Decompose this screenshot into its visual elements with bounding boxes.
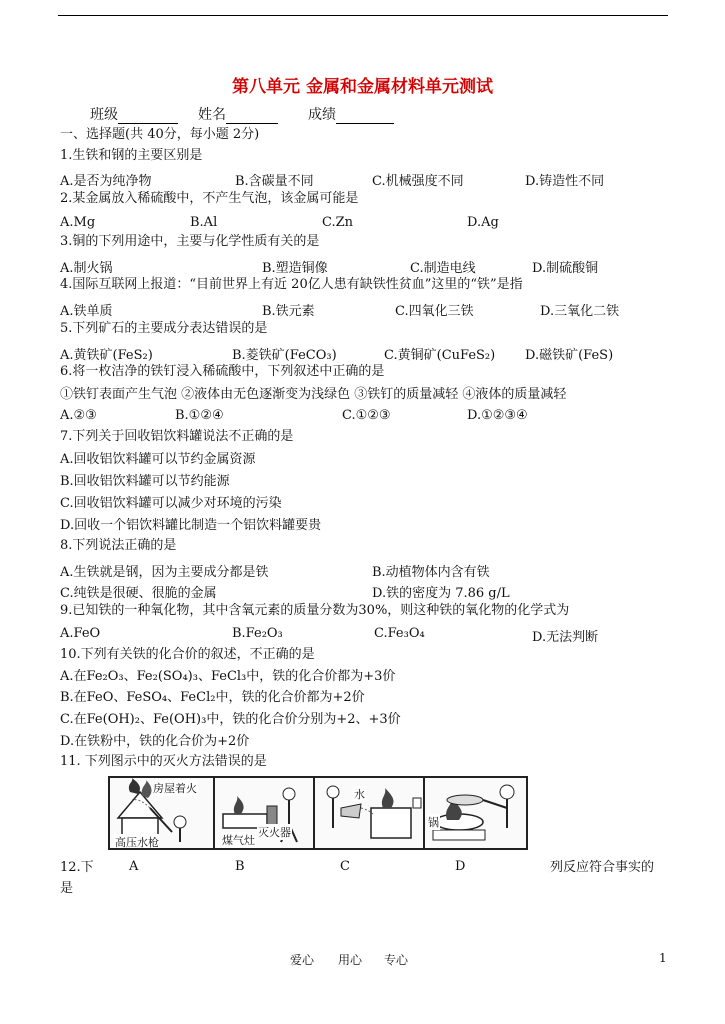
q10-option-b: B.在FeO、FeSO₄、FeCl₂中，铁的化合价都为+2价 [60,690,365,705]
figure-panel-a [110,778,215,848]
figure-label-house-fire: 房屋着火 [153,782,197,795]
q5-option-b: B.菱铁矿(FeCO₃) [232,348,337,363]
page-title: 第八单元 金属和金属材料单元测试 [232,77,493,97]
q9-option-a: A.FeO [60,626,101,641]
q6-option-d: D.①②③④ [467,408,528,423]
tv-fire-water-illustration [315,778,425,848]
q9-stem: 9.已知铁的一种氧化物，其中含氧元素的质量分数为30%，则这种铁的氧化物的化学式为 [60,603,570,618]
q3-option-a: A.制火锅 [60,261,113,276]
q9-option-b: B.Fe₂O₃ [232,626,283,641]
figure-panel-b [215,778,315,848]
q3-option-c: C.制造电线 [410,261,476,276]
q7-option-c: C.回收铝饮料罐可以减少对环境的污染 [60,496,282,511]
q11-option-c: C [340,859,350,874]
class-label: 班级 [90,107,118,123]
q2-option-c: C.Zn [322,215,354,230]
q3-option-d: D.制硫酸铜 [532,261,599,276]
q5-option-c: C.黄铜矿(CuFeS₂) [384,348,496,363]
q3-stem: 3.铜的下列用途中，主要与化学性质有关的是 [60,234,320,249]
q9-option-c: C.Fe₃O₄ [374,626,425,641]
footer-use-heart: 用心 [338,953,363,967]
q7-option-d: D.回收一个铝饮料罐比制造一个铝饮料罐要贵 [60,518,322,533]
q1-stem: 1.生铁和钢的主要区别是 [60,148,203,163]
fire-extinguishing-figure [108,776,528,850]
q11-option-a: A [129,859,139,874]
q7-option-b: B.回收铝饮料罐可以节约能源 [60,474,230,489]
q1-option-d: D.铸造性不同 [525,174,605,189]
q10-option-c: C.在Fe(OH)₂、Fe(OH)₃中，铁的化合价分别为+2、+3价 [60,712,401,727]
q1-option-a: A.是否为纯净物 [60,174,152,189]
q8-option-a: A.生铁就是钢，因为主要成分都是铁 [60,565,269,580]
q5-option-d: D.磁铁矿(FeS) [525,348,614,363]
q10-option-d: D.在铁粉中，铁的化合价为+2价 [60,734,250,749]
figure-label-pot: 锅 [428,816,439,829]
q1-option-b: B.含碳量不同 [235,174,314,189]
figure-label-water: 水 [354,788,365,801]
name-field [198,104,278,124]
q3-option-b: B.塑造铜像 [262,261,328,276]
q2-option-b: B.Al [190,215,218,230]
name-blank [226,109,278,124]
q4-option-d: D.三氧化二铁 [540,304,620,319]
q6-statements: ①铁钉表面产生气泡 ②液体由无色逐渐变为浅绿色 ③铁钉的质量减轻 ④液体的质量减轻 [60,387,567,402]
figure-label-water-cannon: 高压水枪 [115,836,159,848]
q10-option-a: A.在Fe₂O₃、Fe₂(SO₄)₃、FeCl₃中，铁的化合价都为+3价 [60,669,396,684]
q8-option-c: C.纯铁是很硬、很脆的金属 [60,586,217,601]
page-number: 1 [659,951,667,965]
q6-option-a: A.②③ [60,408,97,423]
q5-stem: 5.下列矿石的主要成分表达错误的是 [60,321,268,336]
q2-option-d: D.Ag [467,215,499,230]
q8-option-d: D.铁的密度为 7.86 g/L [372,586,510,601]
score-label: 成绩 [308,107,336,123]
q4-option-c: C.四氧化三铁 [395,304,474,319]
q9-option-d: D.无法判断 [532,630,599,645]
name-label: 姓名 [198,107,226,123]
q11-option-b: B [235,859,245,874]
header-rule [58,15,668,16]
section-heading-text: 一、选择题(共 40分，每小题 2分) [60,127,260,142]
q7-option-a: A.回收铝饮料罐可以节约金属资源 [60,452,256,467]
q12-stem-tail: 列反应符合事实的 [550,860,655,875]
q4-option-a: A.铁单质 [60,304,113,319]
score-blank [336,109,394,124]
figure-label-gas-stove: 煤气灶 [222,834,255,847]
q6-option-c: C.①②③ [342,408,391,423]
q4-option-b: B.铁元素 [262,304,315,319]
section-heading [60,124,259,146]
footer-love: 爱心 [290,953,315,967]
q12-stem-line2: 是 [60,881,74,896]
q12-stem-prefix: 12.下 [60,860,94,875]
q11-stem: 11. 下列图示中的灭火方法错误的是 [60,754,267,769]
q2-stem: 2.某金属放入稀硫酸中，不产生气泡，该金属可能是 [60,191,359,206]
class-blank [118,109,178,124]
q7-stem: 7.下列关于回收铝饮料罐说法不正确的是 [60,429,294,444]
score-field [308,104,394,124]
figure-panel-c [315,778,425,848]
pot-fire-lid-illustration [425,778,526,848]
figure-label-extinguisher: 灭火器 [258,826,291,839]
q1-option-c: C.机械强度不同 [372,174,464,189]
footer-focus: 专心 [384,953,409,967]
figure-panel-d [425,778,526,848]
q4-stem: 4.国际互联网上报道：“目前世界上有近 20亿人患有缺铁性贫血”这里的“铁”是指 [60,277,523,292]
q2-option-a: A.Mg [60,215,96,230]
q11-option-d: D [455,859,466,874]
q6-option-b: B.①②④ [175,408,224,423]
q8-stem: 8.下列说法正确的是 [60,538,177,553]
q8-option-b: B.动植物体内含有铁 [372,565,490,580]
q10-stem: 10.下列有关铁的化合价的叙述，不正确的是 [60,647,315,662]
q6-stem: 6.将一枚洁净的铁钉浸入稀硫酸中，下列叙述中正确的是 [60,364,385,379]
q5-option-a: A.黄铁矿(FeS₂) [60,348,153,363]
class-field [90,104,178,124]
